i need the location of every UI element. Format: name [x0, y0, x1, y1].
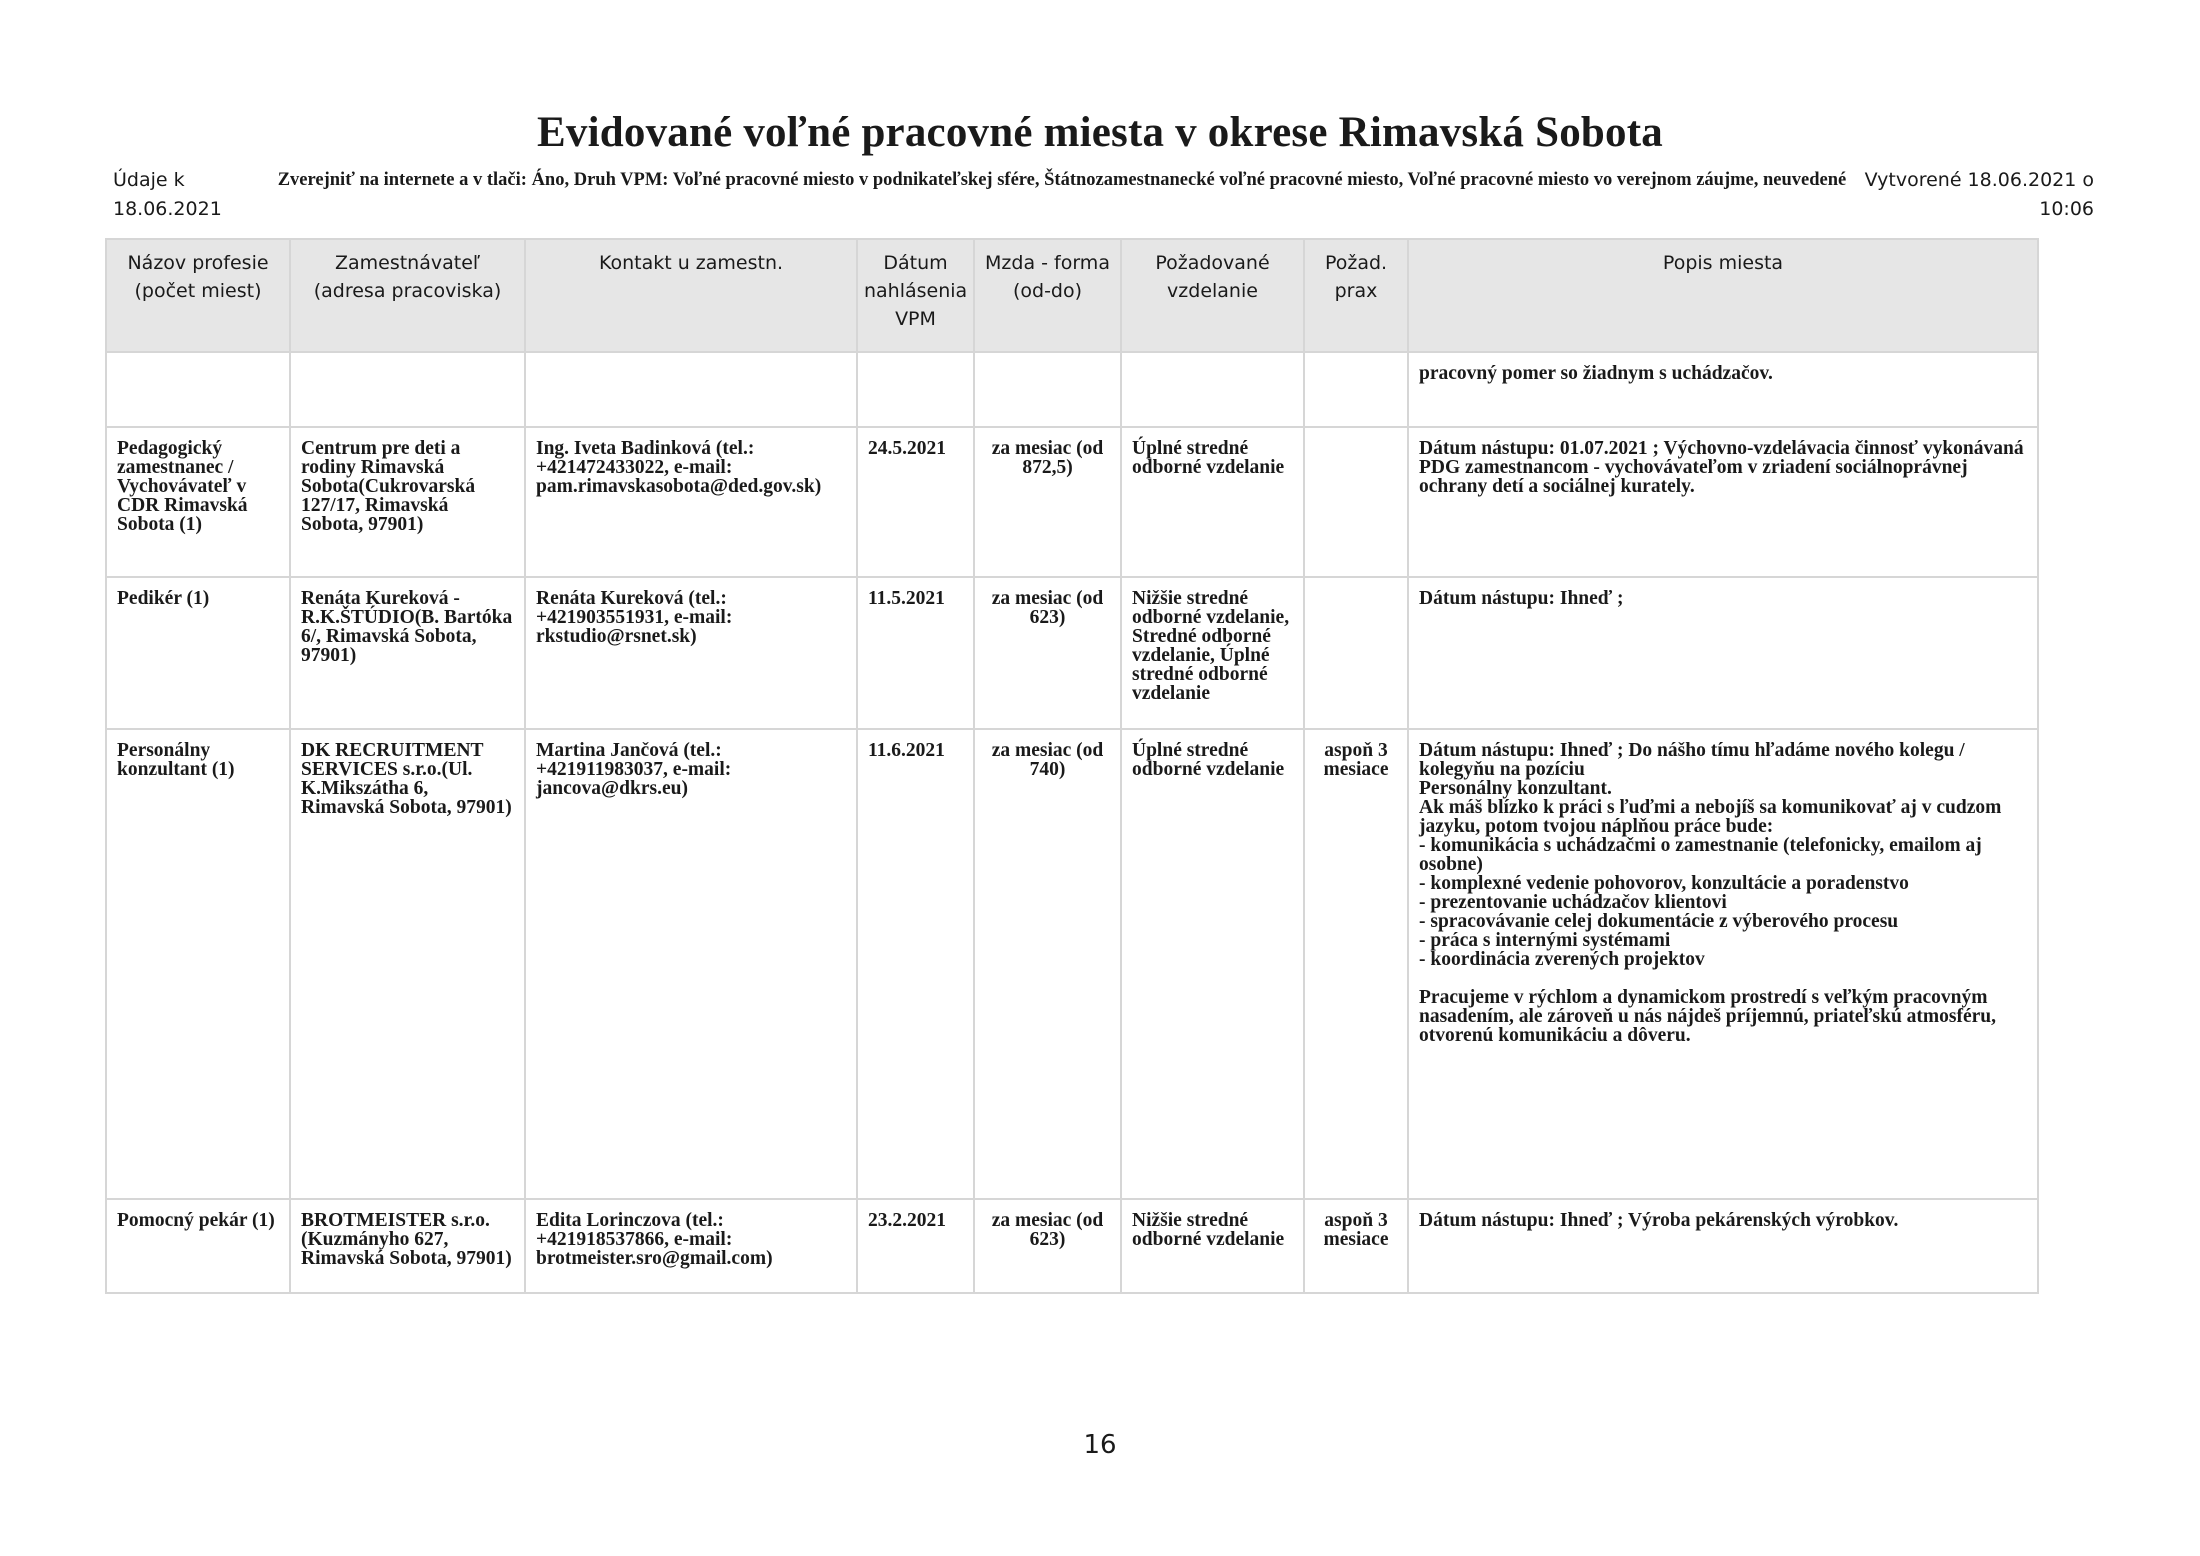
cell-employer — [290, 352, 525, 427]
col-header-education: Požadované vzdelanie — [1121, 239, 1304, 352]
table-row — [106, 1199, 2038, 1293]
cell-education: Úplné stredné odborné vzdelanie — [1121, 427, 1304, 577]
cell-wage: za mesiac (od 623) — [974, 1199, 1121, 1293]
created-timestamp: Vytvorené 18.06.2021 o 10:06 — [1864, 169, 2094, 220]
table-row — [106, 352, 2038, 427]
cell-profession: Pedikér (1) — [106, 577, 290, 729]
col-header-date: Dátum nahlásenia VPM — [857, 239, 974, 352]
cell-date — [857, 352, 974, 427]
col-header-wage: Mzda - forma (od-do) — [974, 239, 1121, 352]
page-title: Evidované voľné pracovné miesta v okrese Rimavská Sobota — [537, 109, 1663, 156]
cell-employer: DK RECRUITMENT SERVICES s.r.o.(Ul. K.Mikszátha 6, Rimavská Sobota, 97901) — [290, 729, 525, 1199]
cell-education: Úplné stredné odborné vzdelanie — [1121, 729, 1304, 1199]
cell-description: Dátum nástupu: Ihneď ; Do nášho tímu hľadáme nového kolegu / kolegyňu na pozíciu Personálny konzultant. Ak máš blízko k práci s ľuďmi a nebojíš sa komunikovať aj v cudzom jazyku, potom tvojou náplňou práce bude: - komunikácia s uchádzačmi o zamestnanie (telefonicky, emailom aj osobne) - komplexné vedenie pohovorov, konzultácie a poradenstvo - prezentovanie uchádzačov klientovi - spracovávanie celej dokumentácie z výberového procesu - práca s internými systémami - koordinácia zverených projektov Pracujeme v rýchlom a dynamickom prostredí s veľkým pracovným nasadením, ale zároveň u nás nájdeš príjemnú, priateľskú atmosféru, otvorenú komunikáciu a dôveru. — [1408, 729, 2038, 1199]
cell-profession: Personálny konzultant (1) — [106, 729, 290, 1199]
cell-contact — [525, 352, 857, 427]
data-date-label: Údaje k 18.06.2021 — [113, 169, 222, 220]
cell-description: pracovný pomer so žiadnym s uchádzačov. — [1408, 352, 2038, 427]
cell-employer: BROTMEISTER s.r.o.(Kuzmányho 627, Rimavská Sobota, 97901) — [290, 1199, 525, 1293]
table-header-row — [106, 239, 2038, 352]
cell-contact: Renáta Kureková (tel.: +421903551931, e-mail: rkstudio@rsnet.sk) — [525, 577, 857, 729]
cell-practice — [1304, 577, 1408, 729]
cell-wage: za mesiac (od 623) — [974, 577, 1121, 729]
cell-practice: aspoň 3 mesiace — [1304, 729, 1408, 1199]
col-header-practice: Požad. prax — [1304, 239, 1408, 352]
page-number: 16 — [1083, 1430, 1117, 1460]
cell-practice: aspoň 3 mesiace — [1304, 1199, 1408, 1293]
cell-profession — [106, 352, 290, 427]
col-header-profession: Názov profesie (počet miest) — [106, 239, 290, 352]
cell-wage — [974, 352, 1121, 427]
cell-date: 11.5.2021 — [857, 577, 974, 729]
cell-wage: za mesiac (od 872,5) — [974, 427, 1121, 577]
table-row — [106, 427, 2038, 577]
table-row — [106, 729, 2038, 1199]
cell-employer: Renáta Kureková - R.K.ŠTÚDIO(B. Bartóka 6/, Rimavská Sobota, 97901) — [290, 577, 525, 729]
cell-contact: Martina Jančová (tel.: +421911983037, e-mail: jancova@dkrs.eu) — [525, 729, 857, 1199]
cell-description: Dátum nástupu: Ihneď ; — [1408, 577, 2038, 729]
cell-date: 11.6.2021 — [857, 729, 974, 1199]
vacancy-table — [105, 238, 2039, 1294]
table-row — [106, 577, 2038, 729]
filter-criteria: Zverejniť na internete a v tlači: Áno, Druh VPM: Voľné pracovné miesto v podnikateľskej sfére, Štátnozamestnanecké voľné pracovné miesto, Voľné pracovné miesto vo verejnom záujme, neuvedené — [277, 170, 1847, 190]
cell-description: Dátum nástupu: 01.07.2021 ; Výchovno-vzdelávacia činnosť vykonávaná PDG zamestnancom - vychovávateľom v zriadení sociálnoprávnej ochrany detí a sociálnej kurately. — [1408, 427, 2038, 577]
col-header-contact: Kontakt u zamestn. — [525, 239, 857, 352]
cell-date: 23.2.2021 — [857, 1199, 974, 1293]
cell-practice — [1304, 352, 1408, 427]
col-header-employer: Zamestnávateľ (adresa pracoviska) — [290, 239, 525, 352]
cell-contact: Ing. Iveta Badinková (tel.: +421472433022, e-mail: pam.rimavskasobota@ded.gov.sk) — [525, 427, 857, 577]
cell-education — [1121, 352, 1304, 427]
cell-employer: Centrum pre deti a rodiny Rimavská Sobota(Cukrovarská 127/17, Rimavská Sobota, 97901) — [290, 427, 525, 577]
cell-education: Nižšie stredné odborné vzdelanie — [1121, 1199, 1304, 1293]
cell-practice — [1304, 427, 1408, 577]
cell-description: Dátum nástupu: Ihneď ; Výroba pekárenských výrobkov. — [1408, 1199, 2038, 1293]
cell-profession: Pedagogický zamestnanec / Vychovávateľ v CDR Rimavská Sobota (1) — [106, 427, 290, 577]
cell-profession: Pomocný pekár (1) — [106, 1199, 290, 1293]
cell-date: 24.5.2021 — [857, 427, 974, 577]
col-header-description: Popis miesta — [1408, 239, 2038, 352]
cell-contact: Edita Lorinczova (tel.: +421918537866, e-mail: brotmeister.sro@gmail.com) — [525, 1199, 857, 1293]
cell-education: Nižšie stredné odborné vzdelanie, Stredné odborné vzdelanie, Úplné stredné odborné vzdelanie — [1121, 577, 1304, 729]
cell-wage: za mesiac (od 740) — [974, 729, 1121, 1199]
